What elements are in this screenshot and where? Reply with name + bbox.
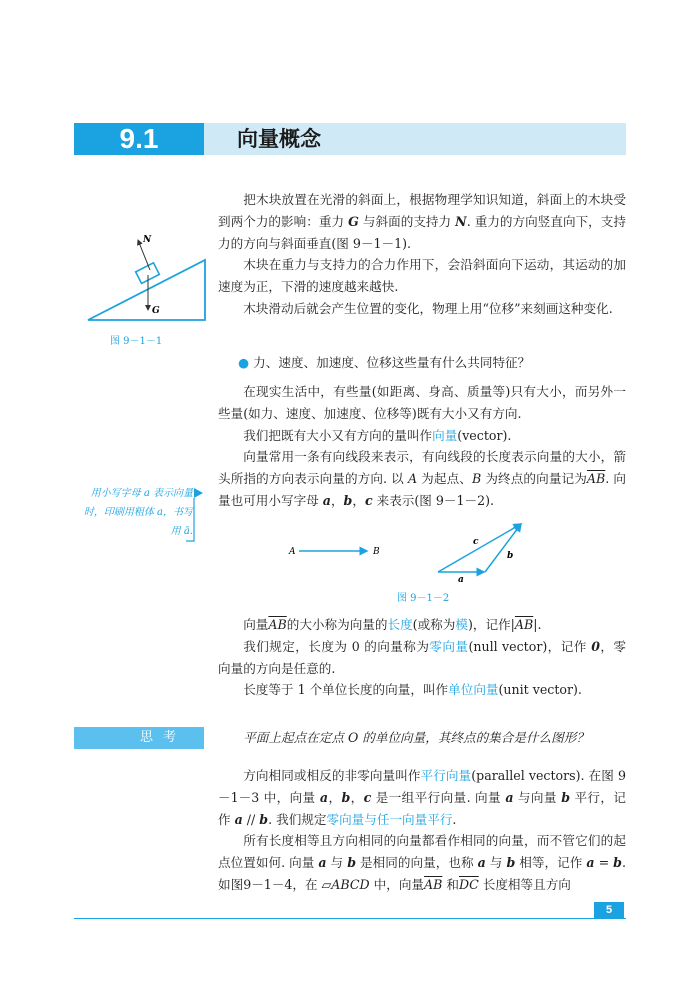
guiding-question <box>218 352 626 374</box>
paragraphs-parallel <box>218 765 626 896</box>
text-run: ， <box>330 492 344 508</box>
text-run: // <box>242 811 260 827</box>
paragraph <box>218 381 626 425</box>
text-run: (vector). <box>457 427 512 443</box>
text-run: 长度等于 1 个单位长度的向量，叫作 <box>243 682 449 698</box>
footer-divider <box>74 918 626 919</box>
text-run: b <box>343 492 353 508</box>
text-run: 来表示(图 9－1－2). <box>372 492 495 508</box>
text-run: a <box>322 492 331 508</box>
think-question <box>218 727 626 749</box>
text-run: a <box>586 855 595 871</box>
text-run: . <box>452 811 457 827</box>
label-a: a <box>458 575 464 585</box>
term-highlight: 平行向量 <box>420 768 472 783</box>
paragraph <box>218 830 626 895</box>
text-run: 所有长度相等且方向相同的向量都看作相同的向量，而不管它们的起点位置如何. 向量 <box>218 833 626 871</box>
think-text: 平面上起点在定点 O 的单位向量，其终点的集合是什么图形？ <box>243 730 589 745</box>
text-run: ，零向量的方向是任意的. <box>218 638 626 676</box>
text-run: 方向相同或相反的非零向量叫作 <box>243 768 421 783</box>
paragraph <box>218 254 626 298</box>
text-run: b <box>506 855 516 871</box>
text-run: (null vector)，记作 <box>468 638 592 654</box>
text-run: 为起点、 <box>417 471 472 487</box>
text-run: b <box>347 855 357 871</box>
text-run: ABCD <box>331 876 370 892</box>
page-number: 5 <box>594 902 624 919</box>
text-run: $\overline{AB}$ <box>268 617 287 632</box>
side-note: 用小写字母 a 表示向量时，印刷用粗体 a，书写用 ā. <box>83 488 193 537</box>
question-text: 力、速度、加速度、位移这些量有什么共同特征？ <box>253 355 531 370</box>
text-run: 与向量 <box>513 789 562 805</box>
text-run: . 我们规定 <box>268 811 327 827</box>
paragraphs-intro <box>218 189 626 320</box>
text-run: c <box>364 492 373 508</box>
paragraph <box>218 425 626 447</box>
section-number: 9.1 <box>74 123 204 155</box>
term-highlight: 单位向量 <box>448 682 499 698</box>
text-run: )，记作| <box>467 617 515 632</box>
text-run: 向量常用一条有向线段来表示，有向线段的长度表示向量的大小，箭头所指的方向表示向量的方向. 以 <box>218 449 626 487</box>
paragraph <box>218 446 626 511</box>
text-run: . 如图9－1－4，在 ▱ <box>218 855 626 892</box>
text-run: c <box>363 789 372 805</box>
text-run: |. <box>533 617 542 632</box>
text-run: B <box>471 471 482 487</box>
term-highlight: 模 <box>455 617 468 632</box>
side-note-marker <box>186 486 206 546</box>
figure-caption: 图 9－1－1 <box>110 336 163 347</box>
text-run: 把木块放置在光滑的斜面上，根据物理学知识知道，斜面上的木块受到两个力的影响：重力 <box>218 192 626 229</box>
text-run: 向量 <box>243 617 269 632</box>
term-highlight: 零向量 <box>429 638 469 654</box>
text-run: 相等，记作 <box>515 855 587 871</box>
bullet-dot-icon: ● <box>238 355 250 370</box>
label-n: N <box>143 235 152 245</box>
paragraph <box>218 765 626 830</box>
flag-icon <box>194 488 203 498</box>
label-a-point: A <box>289 547 296 557</box>
label-c: c <box>473 537 479 547</box>
text-run: a <box>234 811 243 827</box>
text-run: 为终点的向量记为 <box>481 471 587 487</box>
text-run: ， <box>352 492 365 508</box>
text-run: = <box>594 855 614 871</box>
text-run: ， <box>328 789 342 805</box>
text-run: . 向量也可用小写字母 <box>218 471 626 508</box>
vector-c <box>438 524 521 572</box>
text-run: 我们规定，长度为 0 的向量称为 <box>243 638 430 654</box>
text-run: G <box>348 213 359 229</box>
text-run: 木块在重力与支持力的合力作用下，会沿斜面向下运动，其运动的加速度为正，下滑的速度越来越快. <box>218 257 626 295</box>
text-run: ， <box>350 789 364 805</box>
paragraph <box>218 614 626 636</box>
text-run: . 重力的方向竖直向下，支持力的方向与斜面垂直(图 9－1－1). <box>218 213 626 251</box>
text-run: a <box>477 855 486 871</box>
text-run: 我们把既有大小又有方向的量叫作 <box>243 427 433 443</box>
label-g: G <box>152 306 160 316</box>
term-highlight: 长度 <box>387 617 413 632</box>
text-run: b <box>613 855 622 871</box>
text-run: b <box>259 811 269 827</box>
text-run: a <box>505 789 514 805</box>
text-run: a <box>318 855 327 871</box>
text-run: $\overline{AB}$ <box>586 471 606 487</box>
text-run: b <box>561 789 571 805</box>
text-run: 0 <box>591 638 600 654</box>
text-run: 与斜面的支持力 <box>358 213 456 229</box>
think-label: 思考 <box>74 727 204 749</box>
text-run: $\overline{DC}$ <box>458 876 479 892</box>
label-b: b <box>507 551 514 561</box>
text-run: A <box>407 471 418 487</box>
figure-caption: 图 9－1－2 <box>397 593 450 604</box>
text-run: a <box>319 789 329 805</box>
text-run: 是一组平行向量. 向量 <box>371 789 506 805</box>
text-run: (或称为 <box>412 617 456 632</box>
text-run: 是相同的向量，也称 <box>356 855 478 871</box>
paragraph <box>218 298 626 320</box>
paragraphs-length <box>218 614 626 701</box>
figure-incline <box>80 230 210 340</box>
paragraph <box>218 636 626 680</box>
text-run: $\overline{AB}$ <box>424 876 443 892</box>
vector-b <box>485 524 521 572</box>
term-highlight: 向量 <box>432 427 458 443</box>
text-run: 在现实生活中，有些量(如距离、身高、质量等)只有大小，而另外一些量(如力、速度、加速度、位移等)既有大小又有方向. <box>218 384 626 421</box>
text-run: 的大小称为向量的 <box>286 617 388 632</box>
paragraphs-definition <box>218 381 626 512</box>
text-run: b <box>341 789 351 805</box>
paragraph <box>218 679 626 701</box>
section-title: 向量概念 <box>204 123 626 155</box>
text-run: (unit vector). <box>498 682 582 698</box>
label-b-point: B <box>373 547 380 557</box>
text-run: 长度相等且方向 <box>478 876 571 892</box>
text-run: 中，向量 <box>369 876 425 892</box>
text-run: 木块滑动后就会产生位置的变化，物理上用“位移”来刻画这种变化. <box>243 300 613 316</box>
text-run: 和 <box>442 876 459 892</box>
text-run: $\overline{AB}$ <box>514 617 534 632</box>
text-run: 与 <box>326 855 348 871</box>
figure-vectors <box>285 520 545 590</box>
text-run: 与 <box>485 855 507 871</box>
paragraph <box>218 189 626 254</box>
text-run: 平行，记作 <box>218 789 626 827</box>
term-highlight: 零向量与任一向量平行 <box>326 811 453 827</box>
text-run: (parallel vectors). 在图 9－1－3 中，向量 <box>218 768 627 805</box>
text-run: N <box>455 213 467 229</box>
